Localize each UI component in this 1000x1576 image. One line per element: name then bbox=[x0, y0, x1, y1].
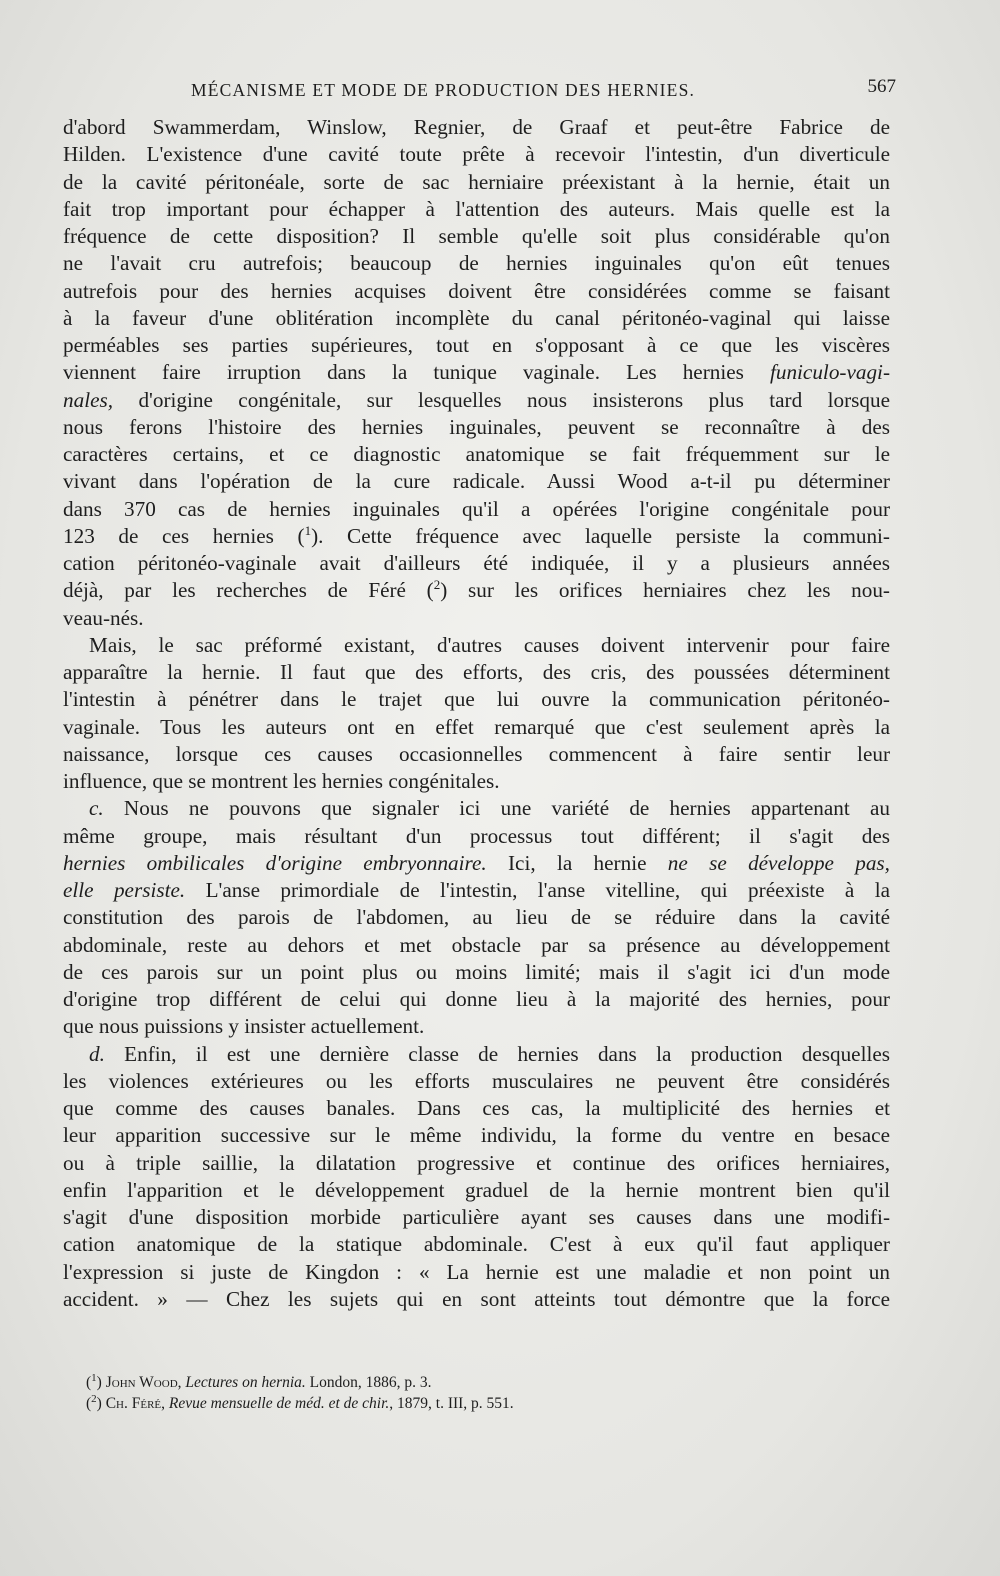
text-line bbox=[63, 877, 890, 904]
text-line: enfin l'apparition et le développement graduel de la hernie montrent bien qu'il bbox=[63, 1177, 890, 1202]
text-line: apparaître la hernie. Il faut que des efforts, des cris, des poussées déterminent bbox=[63, 660, 890, 684]
footnote-details: , 1879, t. III, p. 551. bbox=[389, 1395, 514, 1413]
text-line: les violences extérieures ou les efforts musculaires ne peuvent être considérés bbox=[63, 1068, 890, 1093]
footnote-ref: 1 bbox=[304, 522, 312, 538]
text-line: que comme des causes banales. Dans ces cas, la multiplicité des hernies et bbox=[63, 1096, 890, 1120]
text-line: l'intestin à pénétrer dans le trajet que lui ouvre la communication péritonéo- bbox=[63, 687, 890, 712]
footnote-1: ($^1$) John Wood, Lectures on hernia. London, 1886, p. 3. bbox=[86, 1372, 432, 1392]
text-line: naissance, lorsque ces causes occasionnelles commencent à faire sentir leur bbox=[63, 741, 890, 766]
text-line: Mais, le sac préformé existant, d'autres causes doivent intervenir pour faire bbox=[89, 632, 890, 657]
footnote-title: Revue mensuelle de méd. et de chir. bbox=[168, 1395, 390, 1413]
footnotes bbox=[86, 1368, 706, 1413]
page-number: 567 bbox=[867, 76, 896, 97]
paragraph-marker: d. bbox=[89, 1041, 105, 1066]
text-line: accident. » — Chez les sujets qui en sont atteints tout démontre que la force bbox=[63, 1286, 890, 1311]
text-segment: Nous ne pouvons que signaler ici une variété de hernies appartenant au bbox=[103, 796, 890, 821]
footnote-marker: 2 bbox=[91, 1393, 97, 1405]
text-line: à la faveur d'une oblitération incomplète du canal péritonéo-vaginal qui laisse bbox=[63, 305, 890, 330]
footnote-details: London, 1886, p. 3. bbox=[305, 1374, 432, 1392]
italic-term: elle persiste. bbox=[63, 878, 186, 902]
text-line: cation péritonéo-vaginale avait d'ailleurs été indiquée, il y a plusieurs années bbox=[63, 551, 890, 575]
text-line: perméables ses parties supérieures, tout en s'opposant à ce que les viscères bbox=[63, 333, 890, 357]
text-line bbox=[63, 795, 890, 822]
text-line bbox=[63, 359, 890, 386]
text-segment: viennent faire irruption dans la tunique vaginale. Les hernies bbox=[63, 360, 770, 385]
body-text bbox=[63, 114, 890, 1313]
text-line: fait trop important pour échapper à l'attention des auteurs. Mais quelle est la bbox=[63, 196, 890, 221]
text-line: de la cavité péritonéale, sorte de sac herniaire préexistant à la hernie, était un bbox=[63, 169, 890, 194]
text-line: même groupe, mais résultant d'un processus tout différent; il s'agit des bbox=[63, 823, 890, 848]
text-line: vaginale. Tous les auteurs ont en effet remarqué que c'est seulement après la bbox=[63, 714, 890, 739]
text-line: autrefois pour des hernies acquises doivent être considérées comme se faisant bbox=[63, 278, 890, 303]
text-line bbox=[63, 1041, 890, 1068]
text-line bbox=[63, 523, 890, 550]
text-line: dans 370 cas de hernies inguinales qu'il a opérées l'origine congénitale pour bbox=[63, 496, 890, 521]
text-segment: 123 de ces hernies ( bbox=[63, 523, 305, 548]
running-title: MÉCANISME ET MODE DE PRODUCTION DES HERNIES. bbox=[191, 80, 696, 100]
italic-term: ne se développe pas, bbox=[667, 850, 890, 875]
italic-term: hernies ombilicales d'origine embryonnaire. bbox=[63, 850, 487, 875]
text-segment: déjà, par les recherches de Féré ( bbox=[63, 578, 434, 603]
italic-term: funiculo-vagi- bbox=[769, 360, 890, 385]
page-header bbox=[63, 76, 896, 104]
footnote-author: Ch. Féré bbox=[105, 1395, 162, 1413]
footnote-title: Lectures on hernia. bbox=[185, 1374, 306, 1392]
text-line: nous ferons l'histoire des hernies inguinales, peuvent se reconnaître à des bbox=[63, 414, 890, 439]
text-line: Hilden. L'existence d'une cavité toute prête à recevoir l'intestin, d'un diverticule bbox=[63, 142, 890, 167]
text-line: influence, que se montrent les hernies congénitales. bbox=[63, 769, 500, 793]
text-line: d'origine trop différent de celui qui donne lieu à la majorité des hernies, pour bbox=[63, 987, 890, 1011]
paragraph-marker: c. bbox=[89, 796, 104, 821]
text-line: abdominale, reste au dehors et met obstacle par sa présence au développement bbox=[63, 932, 890, 957]
footnote-author: John Wood bbox=[105, 1374, 178, 1392]
text-segment: ) sur les orifices herniaires chez les nou- bbox=[440, 578, 890, 603]
text-line: l'expression si juste de Kingdon : « La hernie est une maladie et non point un bbox=[63, 1259, 890, 1284]
text-line: veau-nés. bbox=[63, 605, 144, 630]
text-line: ou à triple saillie, la dilatation progressive et continue des orifices herniaires, bbox=[63, 1150, 890, 1175]
text-line: de ces parois sur un point plus ou moins limité; mais il s'agit ici d'un mode bbox=[63, 959, 890, 984]
text-segment: Enfin, il est une dernière classe de hernies dans la production desquelles bbox=[104, 1041, 890, 1066]
text-line: fréquence de cette disposition? Il semble qu'elle soit plus considérable qu'on bbox=[63, 224, 890, 248]
text-line: s'agit d'une disposition morbide particulière ayant ses causes dans une modifi- bbox=[63, 1205, 890, 1229]
text-line: caractères certains, et ce diagnostic anatomique se fait fréquemment sur le bbox=[63, 442, 890, 466]
text-line: vivant dans l'opération de la cure radicale. Aussi Wood a-t-il pu déterminer bbox=[63, 469, 890, 494]
footnote-marker: 1 bbox=[91, 1372, 97, 1384]
text-line bbox=[63, 387, 890, 414]
text-line: ne l'avait cru autrefois; beaucoup de hernies inguinales qu'on eût tenues bbox=[63, 251, 890, 276]
text-line: constitution des parois de l'abdomen, au lieu de se réduire dans la cavité bbox=[63, 905, 890, 930]
text-segment: Ici, la hernie bbox=[486, 850, 668, 875]
text-segment: L'anse primordiale de l'intestin, l'anse vitelline, qui préexiste à la bbox=[185, 878, 890, 902]
text-segment: ). Cette fréquence avec laquelle persiste la communi- bbox=[311, 523, 890, 548]
text-line: cation anatomique de la statique abdominale. C'est à eux qu'il faut appliquer bbox=[63, 1232, 890, 1257]
text-line bbox=[63, 577, 890, 604]
text-line: d'abord Swammerdam, Winslow, Regnier, de Graaf et peut-être Fabrice de bbox=[63, 115, 890, 139]
text-line bbox=[63, 850, 890, 877]
text-line: que nous puissions y insister actuellement. bbox=[63, 1014, 425, 1039]
text-line: leur apparition successive sur le même individu, la forme du ventre en besace bbox=[63, 1123, 890, 1148]
footnote-ref: 2 bbox=[433, 577, 441, 593]
italic-term: nales, bbox=[63, 387, 114, 412]
text-segment: d'origine congénitale, sur lesquelles nous insisterons plus tard lorsque bbox=[113, 387, 890, 412]
footnote-2: ($^2$) Ch. Féré, Revue mensuelle de méd. et de chir., 1879, t. III, p. 551. bbox=[86, 1393, 514, 1413]
